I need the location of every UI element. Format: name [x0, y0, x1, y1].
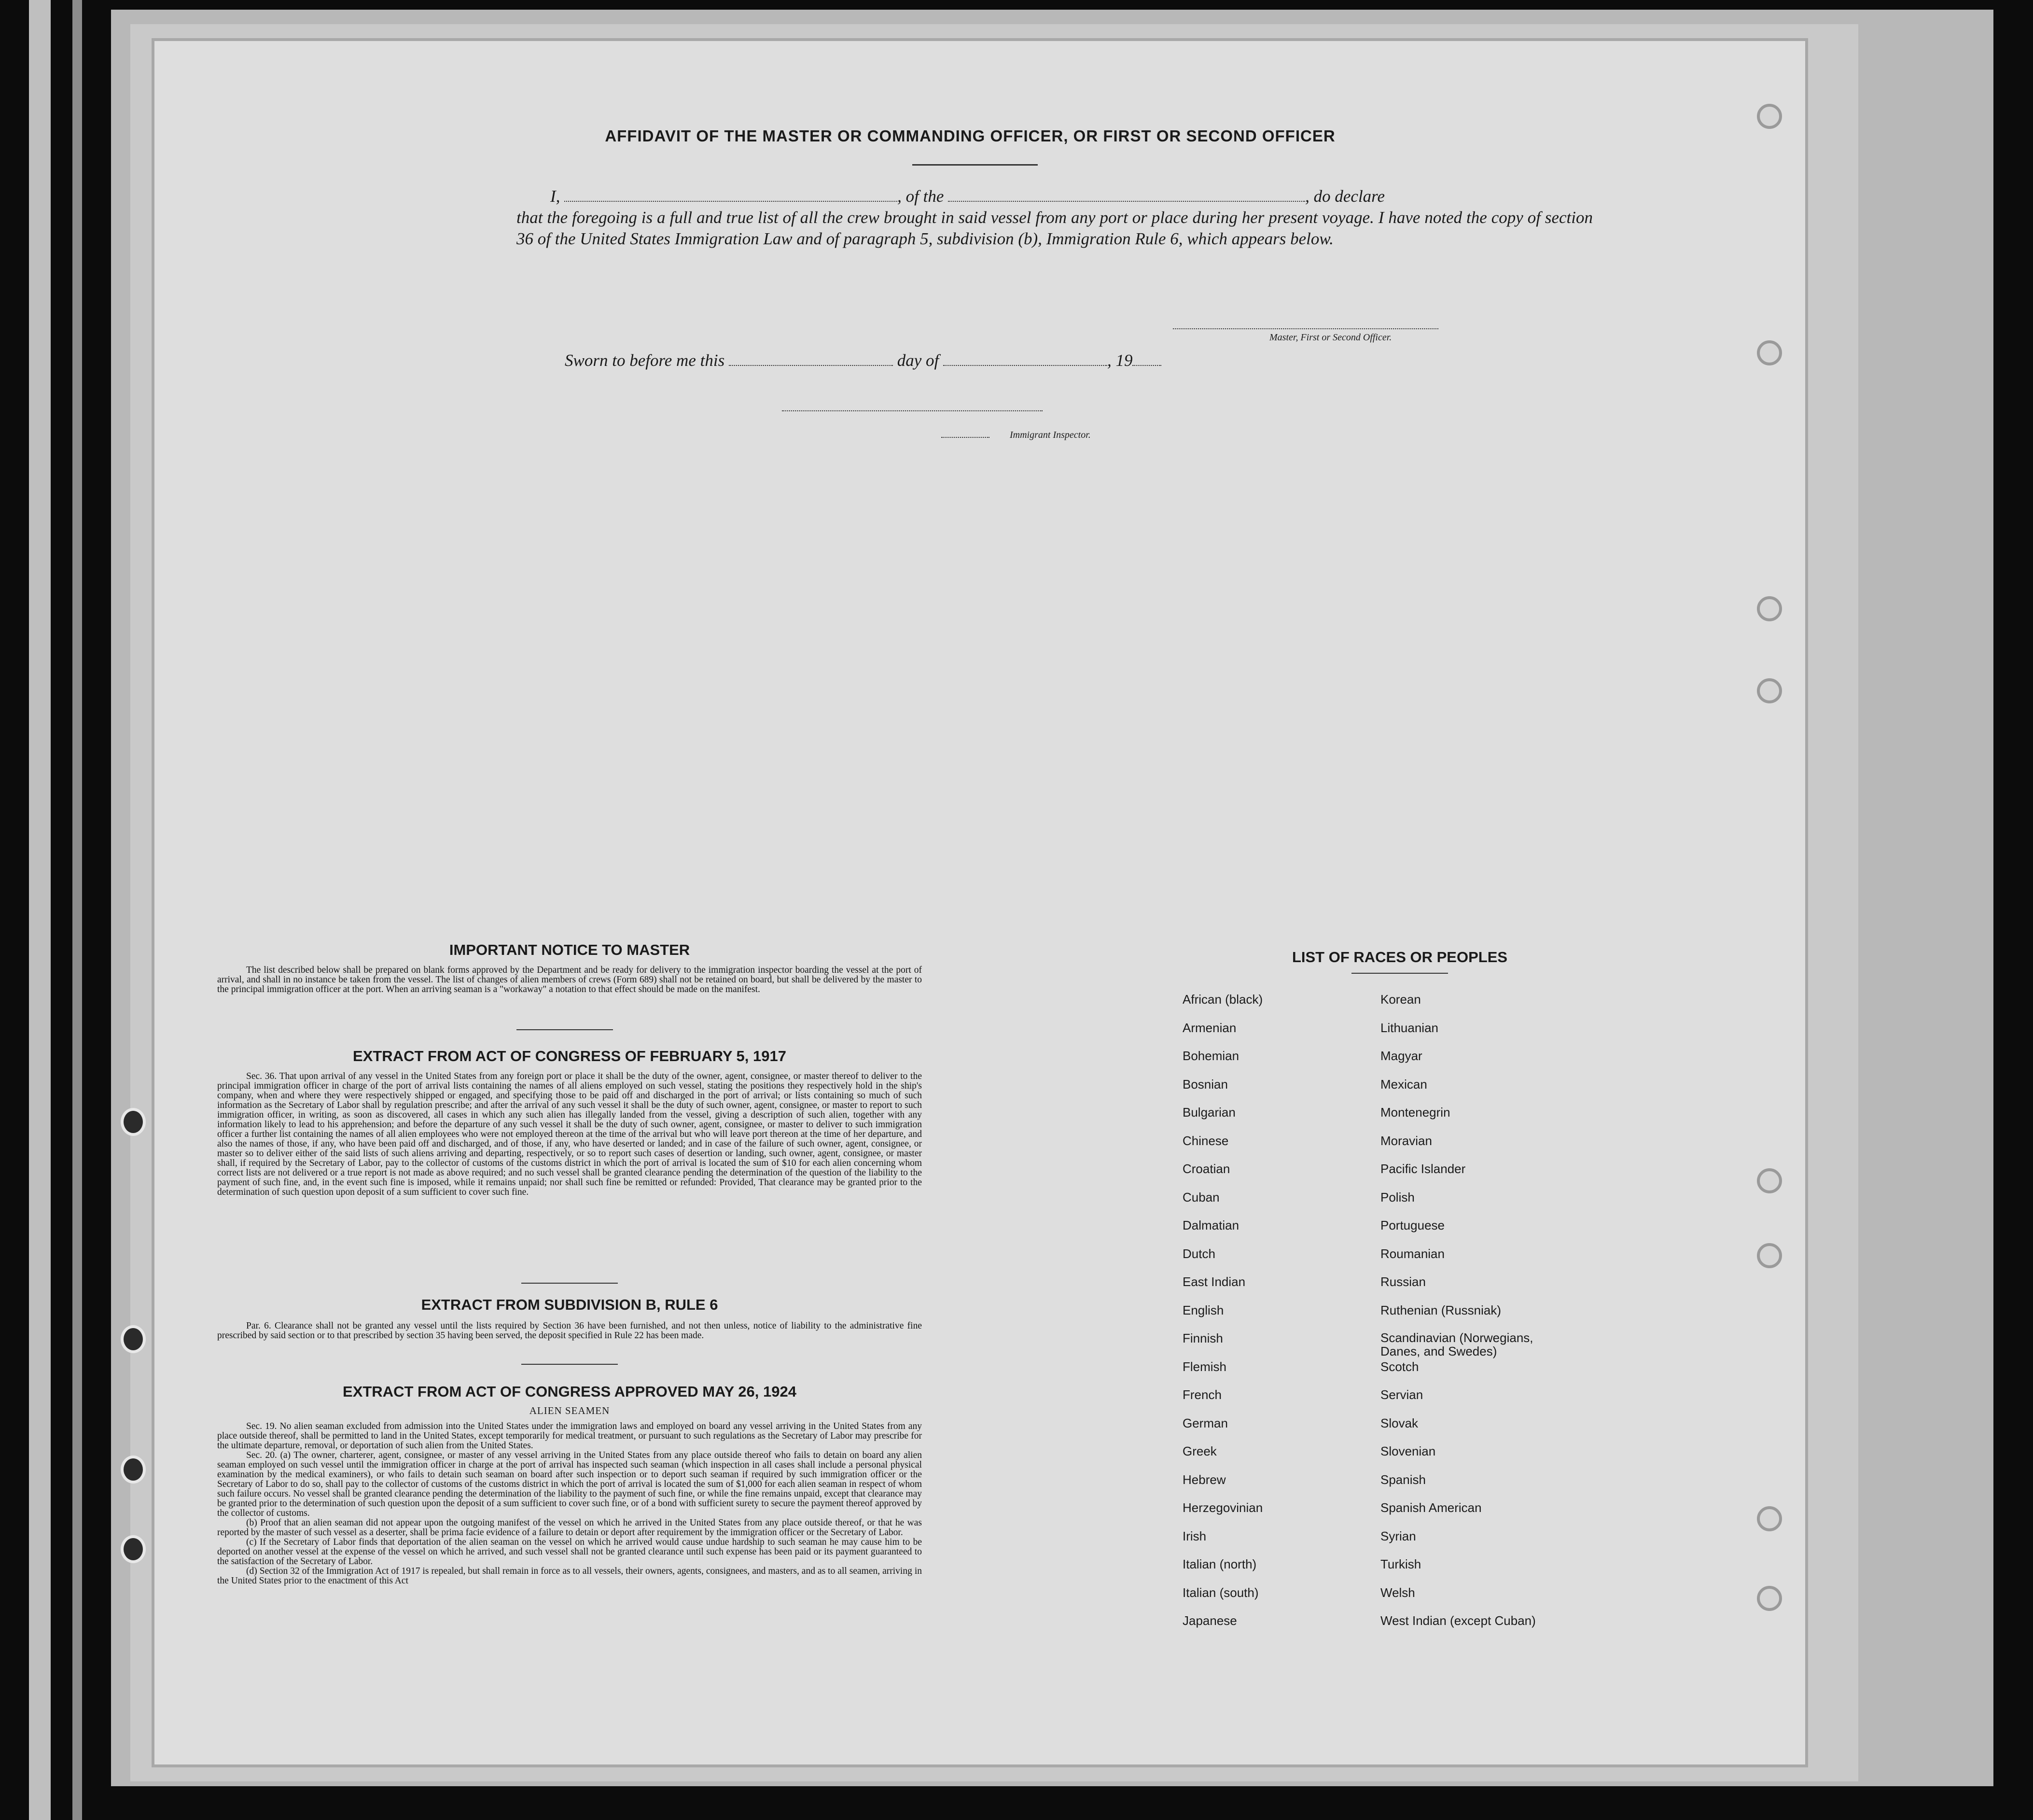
race-item: Montenegrin [1380, 1105, 1450, 1120]
race-item: Hebrew [1183, 1472, 1226, 1487]
race-item: Moravian [1380, 1133, 1432, 1148]
declaration-of-the: , of the [897, 187, 944, 206]
race-item: Portuguese [1380, 1218, 1445, 1232]
race-item: Korean [1380, 992, 1421, 1007]
races-list [154, 41, 1805, 1764]
race-item: Herzegovinian [1183, 1500, 1263, 1515]
race-item: Chinese [1183, 1133, 1229, 1148]
race-item: Dalmatian [1183, 1218, 1239, 1232]
race-item: Japanese [1183, 1613, 1237, 1628]
race-item: Roumanian [1380, 1246, 1445, 1261]
race-item: Russian [1380, 1274, 1426, 1289]
declaration-do-declare: , do declare [1305, 187, 1385, 206]
race-item: Armenian [1183, 1020, 1237, 1035]
race-item: Welsh [1380, 1585, 1415, 1600]
race-item: Scandinavian (Norwegians, Danes, and Swedes) [1380, 1330, 1533, 1358]
extract-1924-sec19: Sec. 19. No alien seaman excluded from admission into the United States under the immigration laws and employed on board any vessel arriving in the United States from any place outside thereof, shall be permitted to land in the United States, except temporarily for medical treatment, or pursuant to such regulations as the Secretary of Labor may prescribe for the ultimate departure, removal, or deportation of such alien from the United States. [217, 1421, 922, 1451]
affidavit-title: AFFIDAVIT OF THE MASTER OR COMMANDING OFFICER, OR FIRST OR SECOND OFFICER [605, 127, 1336, 145]
master-signature-caption: Master, First or Second Officer. [1269, 332, 1392, 343]
race-item: Irish [1183, 1528, 1207, 1543]
race-item: Spanish American [1380, 1500, 1482, 1515]
race-item: Syrian [1380, 1528, 1416, 1543]
race-item: Polish [1380, 1190, 1415, 1204]
extract-1924-sec20b: (b) Proof that an alien seaman did not appear upon the outgoing manifest of the vessel on which he arrived in the United States from any place outside thereof, or that he was reported by the master of such vessel as a deserter, shall be prima facie evidence of a failure to detain or deport after requirement by the immigration officer or the Secretary of Labor. [217, 1518, 922, 1538]
race-item: Italian (north) [1183, 1557, 1257, 1571]
sworn-day-of: day of [897, 351, 939, 370]
race-item: German [1183, 1415, 1228, 1430]
race-item: Ruthenian (Russniak) [1380, 1302, 1502, 1317]
binder-hole [121, 1456, 146, 1484]
race-item: Flemish [1183, 1359, 1227, 1374]
extract-1924-sec20d: (d) Section 32 of the Immigration Act of 1917 is repealed, but shall remain in force as to all vessels, their owners, agents, consignees, and masters, and as to all seamen, arriving in the United States prior to the enactment of this Act [217, 1566, 922, 1586]
binder-edge-strip [29, 0, 51, 1820]
sworn-year: , 19 [1107, 351, 1133, 370]
race-item: Spanish [1380, 1472, 1426, 1487]
race-item: African (black) [1183, 992, 1263, 1007]
race-item: Scotch [1380, 1359, 1419, 1374]
race-item: Italian (south) [1183, 1585, 1259, 1600]
extract-1917-paragraph: Sec. 36. That upon arrival of any vessel in the United States from any foreign port or place it shall be the duty of the owner, agent, consignee, or master thereof to deliver to the principal immigration officer in charge of the port of arrival lists containing the names of all aliens employed on such vessel, stating the positions they respectively hold in the ship's company, when and where they were respectively shipped or engaged, and specifying those to be paid off and discharged in the port of arrival; or lists containing so much of such information as the Secretary of Labor shall by regulation prescribe; and after the arrival of any such vessel it shall be the duty of such owner, agent, consignee, or master to report to such immigration officer, in writing, as soon as discovered, all cases in which any such alien has illegally landed from the vessel, giving a description of such alien, together with any information likely to lead to his apprehension; and before the departure of any such vessel it shall be the duty of such owner, agent, consignee, or master to deliver to such immigration officer a further list containing the names of all alien employees who were not employed thereon at the time of the arrival but who will leave port thereon at the time of her departure, and also the names of those, if any, who have been paid off and discharged, and of those, if any, who have deserted or landed; and in case of the failure of such owner, agent, consignee, or master so to deliver either of the said lists of such aliens arriving and departing, respectively, or so to report such cases of desertion or landing, such owner, agent, consignee, or master shall, if required by the Secretary of Labor, pay to the collector of customs of the customs district in which the port of arrival is located the sum of $10 for each alien concerning whom correct lists are not delivered or a true report is not made as above required; and no such vessel shall be granted clearance pending the determination of the question of the liability to the payment of such fine, and, in the event such fine is imposed, while it remains unpaid; nor shall such fine be remitted or refunded: Provided, That clearance may be granted prior to the determination of such question upon deposit of a sum sufficient to cover such fine. [217, 1071, 922, 1197]
races-title: LIST OF RACES OR PEOPLES [1292, 949, 1508, 966]
race-item: French [1183, 1387, 1222, 1402]
inspector-caption: Immigrant Inspector. [1010, 430, 1091, 440]
race-item: Greek [1183, 1444, 1217, 1458]
race-item: Servian [1380, 1387, 1423, 1402]
race-item: English [1183, 1302, 1224, 1317]
declaration-i: I, [550, 187, 560, 206]
extract-1924-sec20a: Sec. 20. (a) The owner, charterer, agent, consignee, or master of any vessel arriving in the United States from any place outside thereof who fails to detain on board any alien seaman employed on such vessel until the immigration officer in charge at the port of arrival has inspected such seaman (which inspection in all cases shall include a personal physical examination by the medical examiners), or who fails to detain such seaman on board after such inspection or to deport such seaman if required by such immigration officer or the Secretary of Labor to do so, shall pay to the collector of customs of the customs district in which the port of arrival is located the sum of $1,000 for each alien seaman in respect of whom such failure occurs. No vessel shall be granted clearance pending the determination of the liability to the payment of such fine, or while the fine remains unpaid, except that clearance may be granted prior to the determination of such question upon the deposit of a sum sufficient to cover such fine, or of a bond with sufficient surety to secure the payment thereof approved by the collector of customs. [217, 1450, 922, 1518]
race-item: Cuban [1183, 1190, 1220, 1204]
extract-1917-title: EXTRACT FROM ACT OF CONGRESS OF FEBRUARY 5, 1917 [353, 1048, 786, 1064]
race-item: Slovenian [1380, 1444, 1436, 1458]
binder-hole [121, 1535, 146, 1563]
race-item: Bulgarian [1183, 1105, 1236, 1120]
race-item: Lithuanian [1380, 1020, 1438, 1035]
race-item: Pacific Islander [1380, 1162, 1466, 1176]
extract-1924-title: EXTRACT FROM ACT OF CONGRESS APPROVED MAY 26, 1924 [343, 1383, 796, 1400]
race-item: Turkish [1380, 1557, 1421, 1571]
race-item: Dutch [1183, 1246, 1215, 1261]
binder-edge-strip-inner [72, 0, 82, 1820]
extract-rule6-paragraph: Par. 6. Clearance shall not be granted any vessel until the lists required by Section 36 have been furnished, and not then unless, notice of liability to the administrative fine prescribed by said section or to that prescribed by section 35 having been served, the deposit specified in Rule 22 has been made. [217, 1321, 922, 1341]
race-item: Bohemian [1183, 1049, 1239, 1063]
race-item: Magyar [1380, 1049, 1422, 1063]
binder-hole [121, 1325, 146, 1353]
sworn-prefix: Sworn to before me this [565, 351, 725, 370]
race-item: Slovak [1380, 1415, 1419, 1430]
extract-1924-subtitle: ALIEN SEAMEN [529, 1405, 610, 1416]
race-item: Mexican [1380, 1077, 1427, 1092]
affidavit-page [154, 41, 1805, 1764]
notice-title: IMPORTANT NOTICE TO MASTER [449, 941, 690, 958]
race-item: East Indian [1183, 1274, 1246, 1289]
extract-1924-sec20c: (c) If the Secretary of Labor finds that deportation of the alien seaman on the vessel on which he arrived would cause undue hardship to such seaman he may cause him to be deported on another vessel at the expense of the vessel on which he arrived, and such vessel shall not be granted clearance until such expense has been paid or its payment guaranteed to the satisfaction of the Secretary of Labor. [217, 1537, 922, 1567]
extract-rule6-title: EXTRACT FROM SUBDIVISION B, RULE 6 [421, 1296, 718, 1313]
notice-paragraph: The list described below shall be prepared on blank forms approved by the Department and be ready for delivery to the immigration inspector boarding the vessel at the port of arrival, and shall in no instance be taken from the vessel. The list of changes of alien members of crews (Form 689) shall not be retained on board, but shall be delivered by the master to the principal immigration officer at the port. When an arriving seaman is a "workaway" a notation to that effect should be made on the manifest. [217, 965, 922, 994]
race-item: West Indian (except Cuban) [1380, 1613, 1536, 1628]
declaration-body: that the foregoing is a full and true list of all the crew brought in said vessel from any port or place during her present voyage. I have noted the copy of section 36 of the United States Immigration Law and of paragraph 5, subdivision (b), Immigration Rule 6, which appears below. [516, 208, 1593, 248]
binder-hole [121, 1108, 146, 1136]
race-item: Finnish [1183, 1331, 1223, 1345]
race-item: Bosnian [1183, 1077, 1228, 1092]
race-item: Croatian [1183, 1162, 1230, 1176]
